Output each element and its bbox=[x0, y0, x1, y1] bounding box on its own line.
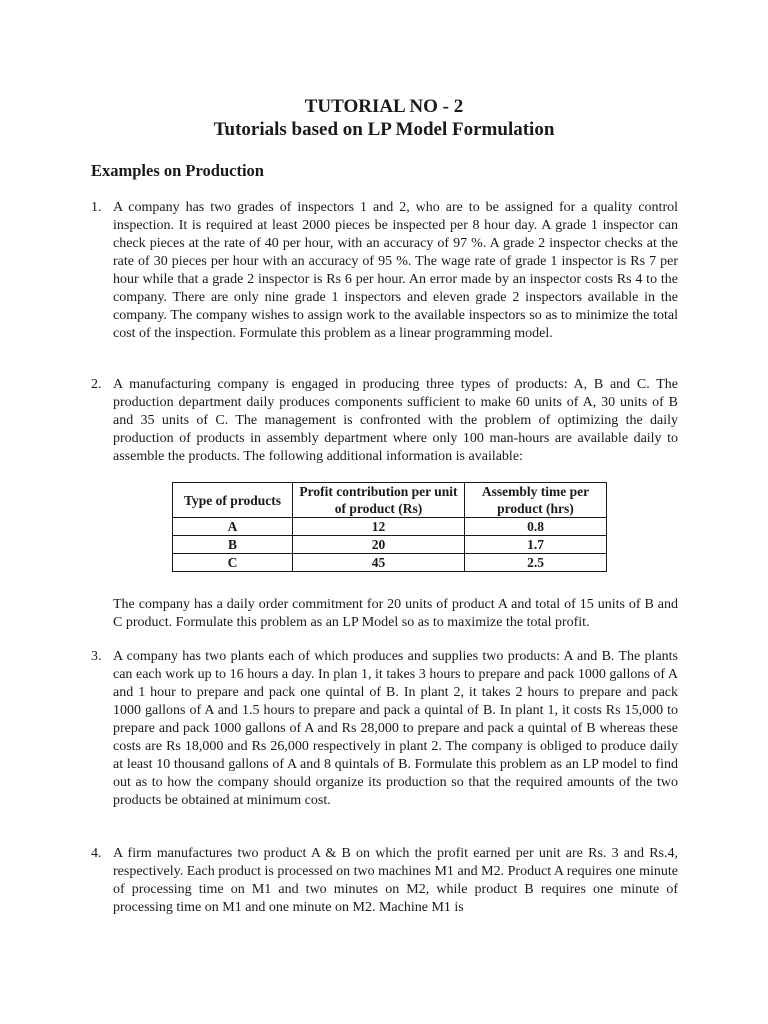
table-header-cell: Assembly time per product (hrs) bbox=[465, 483, 607, 518]
table-cell: A bbox=[173, 518, 293, 536]
table-header-cell: Type of products bbox=[173, 483, 293, 518]
table-cell: 12 bbox=[293, 518, 465, 536]
problem-text-2: A manufacturing company is engaged in producing three types of products: A, B and C. The production department daily produces components sufficient to make 60 units of A, 30 units of B and 35 units of C. The management is confronted with the problem of optimizing the daily production of products in assembly department where only 100 man-hours are available daily to assemble the products. The following additional information is available: bbox=[113, 377, 678, 464]
problem-number-1: 1. bbox=[91, 200, 102, 215]
table-cell: 2.5 bbox=[465, 554, 607, 572]
table-cell: 0.8 bbox=[465, 518, 607, 536]
table-row bbox=[173, 536, 607, 554]
table-row bbox=[173, 554, 607, 572]
problem-number-4: 4. bbox=[91, 846, 102, 861]
section-heading: Examples on Production bbox=[91, 161, 264, 180]
tutorial-title: TUTORIAL NO - 2 bbox=[304, 96, 464, 117]
table-cell: 1.7 bbox=[465, 536, 607, 554]
problem-2-followup: The company has a daily order commitment for 20 units of product A and total of 15 units of B and C product. Formulate this problem as an LP Model so as to maximize the total profit. bbox=[113, 597, 678, 630]
problem-text-4: A firm manufactures two product A & B on which the profit earned per unit are Rs. 3 and Rs.4, respectively. Each product is processed on two machines M1 and M2. Product A requires one minute of processing time on M1 and two minutes on M2, while product B requires one minute of processing time on M1 and one minute on M2. Machine M1 is bbox=[113, 846, 678, 915]
problem-number-2: 2. bbox=[91, 377, 102, 392]
problem-number-3: 3. bbox=[91, 649, 102, 664]
table-cell: 20 bbox=[293, 536, 465, 554]
tutorial-subtitle: Tutorials based on LP Model Formulation bbox=[213, 119, 555, 140]
table-row bbox=[173, 518, 607, 536]
table-cell: B bbox=[173, 536, 293, 554]
problem-text-3: A company has two plants each of which produces and supplies two products: A and B. The plants can each work up to 16 hours a day. In plan 1, it takes 3 hours to prepare and pack 1000 gallons of A and 1 hour to prepare and pack one quintal of B. In plant 2, it takes 2 hours to prepare and pack 1000 gallons of A and 1.5 hours to prepare and pack a quintal of B. In plant 1, it costs Rs 15,000 to prepare and pack 1000 gallons of A and Rs 28,000 to prepare and pack a quintal of B whereas these costs are Rs 18,000 and Rs 26,000 respectively in plant 2. The company is obliged to produce daily at least 10 thousand gallons of A and 8 quintals of B. Formulate this problem as an LP model to find out as to how the company should organize its production so that the required amounts of the two products be obtained at minimum cost. bbox=[113, 649, 678, 808]
product-info-table bbox=[172, 482, 607, 572]
table-cell: C bbox=[173, 554, 293, 572]
table-cell: 45 bbox=[293, 554, 465, 572]
table-header-cell: Profit contribution per unit of product (Rs) bbox=[293, 483, 465, 518]
table-header-row bbox=[173, 483, 607, 518]
problem-text-1: A company has two grades of inspectors 1 and 2, who are to be assigned for a quality control inspection. It is required at least 2000 pieces be inspected per 8 hour day. A grade 1 inspector can check pieces at the rate of 40 per hour, with an accuracy of 97 %. A grade 2 inspector checks at the rate of 30 pieces per hour with an accuracy of 95 %. The wage rate of grade 1 inspector is Rs 7 per hour while that a grade 2 inspector is Rs 6 per hour. An error made by an inspector costs Rs 4 to the company. There are only nine grade 1 inspectors and eleven grade 2 inspectors available in the company. The company wishes to assign work to the available inspectors so as to minimize the total cost of the inspection. Formulate this problem as a linear programming model. bbox=[113, 200, 678, 341]
